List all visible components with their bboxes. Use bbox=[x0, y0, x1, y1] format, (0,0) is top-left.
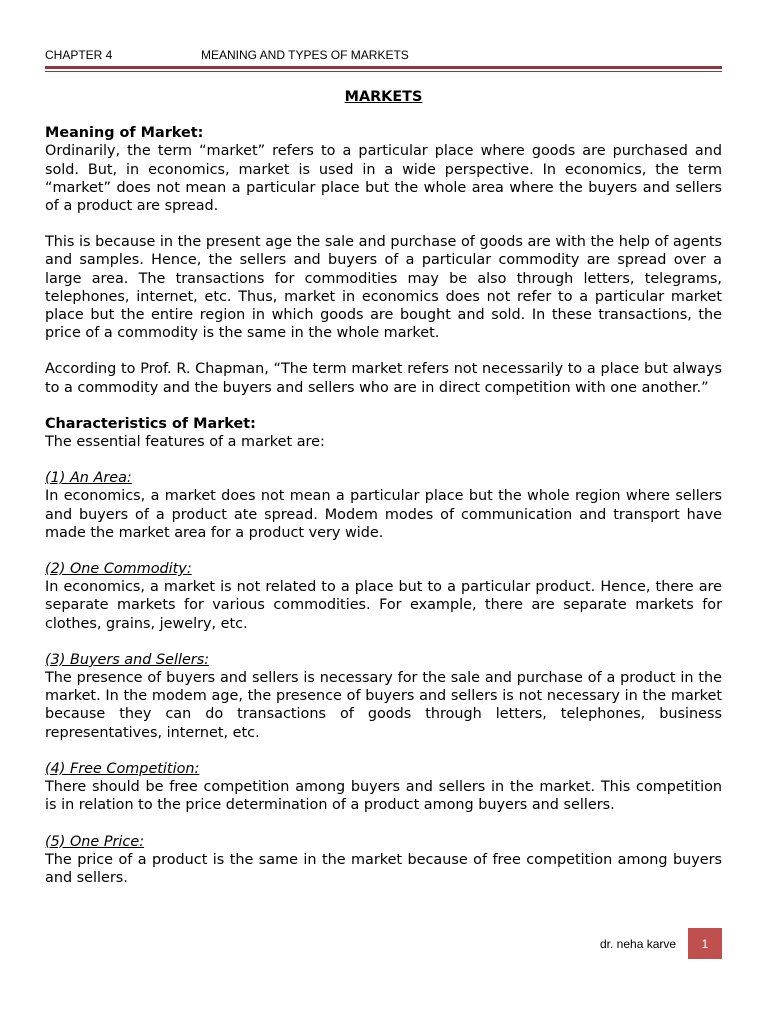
page-number-badge bbox=[688, 928, 722, 959]
page-number: 1 bbox=[701, 936, 709, 951]
characteristic-title: (1) An Area: bbox=[45, 470, 132, 487]
document-title: MARKETS bbox=[344, 89, 423, 105]
characteristic-title: (2) One Commodity: bbox=[45, 561, 192, 578]
characteristic-text: The presence of buyers and sellers is necessary for the sale and purchase of a product in the market. In the modem age, the presence of buyers and sellers is not necessary in the market because they can do transactions of goods through letters, telephones, business representatives, internet, etc. bbox=[45, 670, 722, 741]
characteristics-heading: Characteristics of Market: bbox=[45, 415, 256, 432]
header-rule-thick bbox=[45, 66, 722, 69]
chapter-title: MEANING AND TYPES OF MARKETS bbox=[201, 48, 409, 62]
characteristic-text: There should be free competition among buyers and sellers in the market. This competition is in relation to the price determination of a product among buyers and sellers. bbox=[45, 779, 722, 814]
header-rule-thin bbox=[45, 71, 722, 72]
meaning-paragraph: Ordinarily, the term “market” refers to a particular place where goods are purchased and sold. But, in economics, market is used in a wide perspective. In economics, the term “market” does not mean a particular place but the whole area where the buyers and sellers of a product are spread. bbox=[45, 143, 722, 215]
author-name: dr. neha karve bbox=[600, 937, 677, 951]
characteristics-intro: The essential features of a market are: bbox=[45, 434, 325, 451]
meaning-heading: Meaning of Market: bbox=[45, 125, 204, 142]
characteristic-title: (3) Buyers and Sellers: bbox=[45, 651, 210, 668]
document-body bbox=[45, 88, 722, 887]
characteristic-title: (4) Free Competition: bbox=[45, 760, 200, 777]
characteristic-text: The price of a product is the same in the market because of free competition among buyers and sellers. bbox=[45, 851, 722, 886]
meaning-paragraph: This is because in the present age the sale and purchase of goods are with the help of agents and samples. Hence, the sellers and buyers of a particular commodity are spread over a large area. The transactions for commodities may be also through letters, telegrams, telephones, internet, etc. Thus, market in economics does not refer to a particular market place but the entire region in which goods are bought and sold. In these transactions, the price of a commodity is the same in the whole market. bbox=[45, 234, 722, 342]
chapter-label: CHAPTER 4 bbox=[45, 48, 113, 62]
characteristic-title: (5) One Price: bbox=[45, 833, 145, 850]
chapman-quote-paragraph: According to Prof. R. Chapman, “The term market refers not necessarily to a place but always to a commodity and the buyers and sellers who are in direct competition with one another.” bbox=[45, 361, 722, 396]
characteristic-text: In economics, a market does not mean a particular place but the whole region where sellers and buyers of a product ate spread. Modem modes of communication and transport have made the market area for a product very wide. bbox=[45, 488, 722, 541]
characteristic-text: In economics, a market is not related to a place but to a particular product. Hence, there are separate markets for various commodities. For example, there are separate markets for clothes, grains, jewelry, etc. bbox=[45, 579, 722, 632]
